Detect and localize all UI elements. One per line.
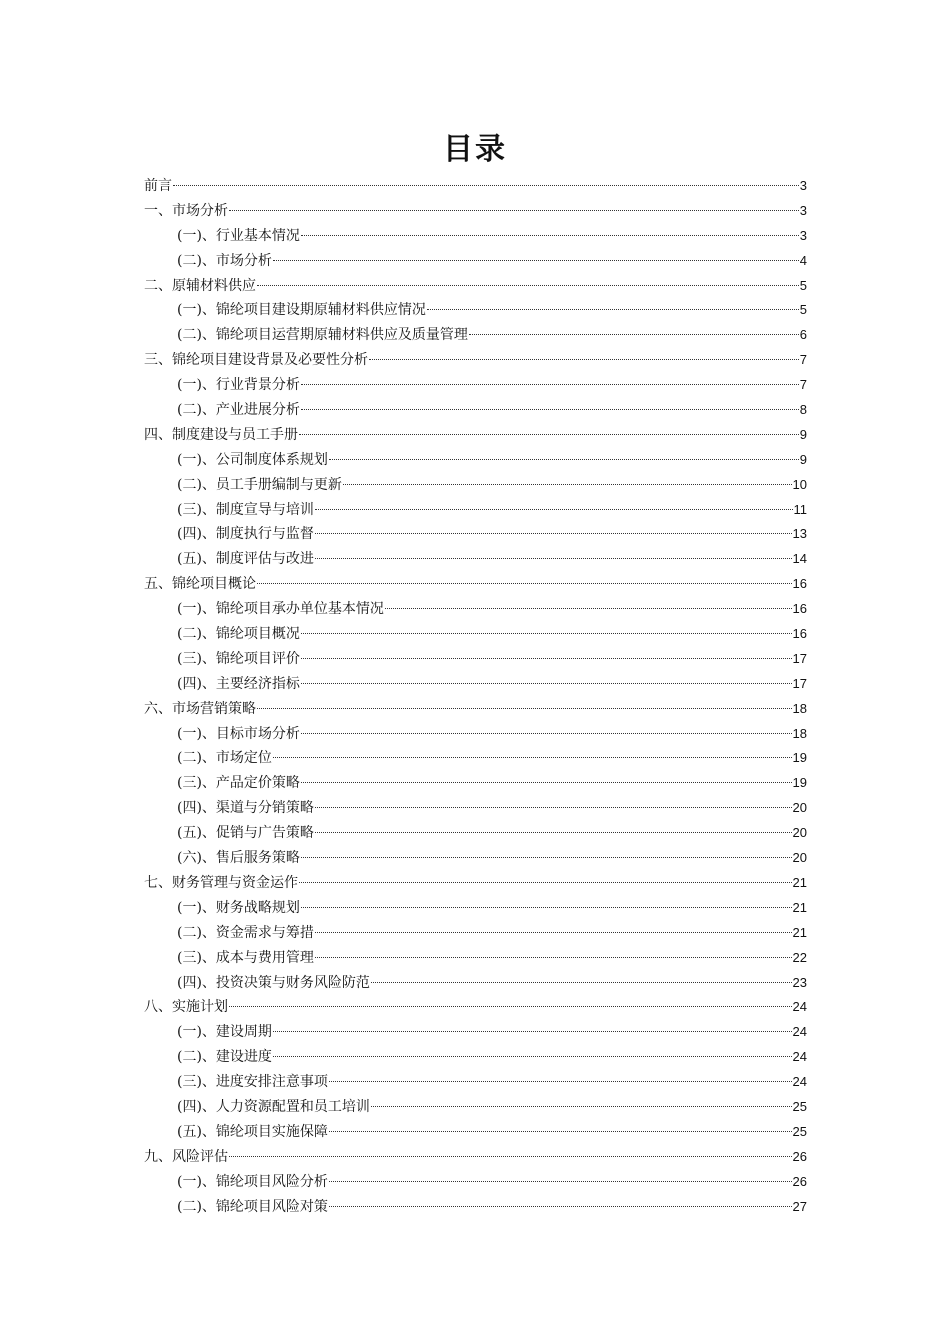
toc-entry-title: (五)、锦纶项目实施保障 bbox=[177, 1123, 328, 1140]
toc-entry-section[interactable] bbox=[144, 746, 807, 771]
toc-dot-leader bbox=[301, 633, 792, 634]
toc-dot-leader bbox=[385, 608, 792, 609]
toc-dot-leader bbox=[301, 733, 792, 734]
toc-page-number: 16 bbox=[792, 601, 807, 617]
toc-page-number: 3 bbox=[799, 227, 807, 243]
toc-entry-section[interactable] bbox=[144, 448, 807, 473]
toc-page-number: 24 bbox=[792, 1024, 807, 1040]
toc-page-number: 20 bbox=[792, 825, 807, 841]
toc-dot-leader bbox=[301, 235, 799, 236]
toc-page-number: 18 bbox=[792, 725, 807, 741]
toc-entry-section[interactable] bbox=[144, 473, 807, 498]
toc-dot-leader bbox=[315, 932, 792, 933]
toc-entry-title: (三)、制度宣导与培训 bbox=[177, 501, 314, 518]
toc-page-number: 16 bbox=[792, 576, 807, 592]
toc-dot-leader bbox=[229, 1156, 792, 1157]
toc-entry-chapter[interactable] bbox=[144, 423, 807, 448]
toc-entry-title: (一)、财务战略规划 bbox=[177, 899, 300, 916]
toc-entry-section[interactable] bbox=[144, 224, 807, 249]
toc-title: 目录 bbox=[443, 132, 507, 167]
toc-page-number: 6 bbox=[799, 327, 807, 343]
toc-dot-leader bbox=[273, 1031, 792, 1032]
toc-entry-title: 四、制度建设与员工手册 bbox=[144, 426, 298, 443]
toc-page-number: 3 bbox=[799, 202, 807, 218]
toc-entry-section[interactable] bbox=[144, 298, 807, 323]
toc-page-number: 9 bbox=[799, 451, 807, 467]
toc-entry-title: (二)、市场分析 bbox=[177, 252, 272, 269]
toc-page-number: 25 bbox=[792, 1123, 807, 1139]
toc-page-number: 26 bbox=[792, 1173, 807, 1189]
toc-entry-title: (三)、成本与费用管理 bbox=[177, 949, 314, 966]
toc-dot-leader bbox=[301, 409, 799, 410]
toc-page-number: 7 bbox=[799, 377, 807, 393]
toc-dot-leader bbox=[301, 683, 792, 684]
toc-dot-leader bbox=[273, 757, 792, 758]
toc-entry-title: (四)、主要经济指标 bbox=[177, 675, 300, 692]
toc-entry-section[interactable] bbox=[144, 249, 807, 274]
toc-dot-leader bbox=[315, 957, 792, 958]
toc-page-number: 5 bbox=[799, 302, 807, 318]
toc-entry-title: (三)、进度安排注意事项 bbox=[177, 1074, 328, 1091]
toc-page-number: 23 bbox=[792, 974, 807, 990]
toc-entry-section[interactable] bbox=[144, 398, 807, 423]
toc-entry-title: (一)、锦纶项目建设期原辅材料供应情况 bbox=[177, 302, 426, 319]
toc-entry-title: (二)、员工手册编制与更新 bbox=[177, 476, 342, 493]
toc-page-number: 14 bbox=[792, 551, 807, 567]
toc-entry-chapter[interactable] bbox=[144, 995, 807, 1020]
toc-dot-leader bbox=[257, 708, 792, 709]
toc-entry-title: (六)、售后服务策略 bbox=[177, 850, 300, 867]
toc-entry-section[interactable] bbox=[144, 498, 807, 523]
toc-page-number: 24 bbox=[792, 999, 807, 1015]
toc-dot-leader bbox=[301, 782, 792, 783]
toc-page-number: 20 bbox=[792, 800, 807, 816]
toc-page-number: 24 bbox=[792, 1074, 807, 1090]
toc-page-number: 19 bbox=[792, 750, 807, 766]
toc-entry-section[interactable] bbox=[144, 971, 807, 996]
toc-entry-title: (三)、锦纶项目评价 bbox=[177, 650, 300, 667]
toc-entry-chapter[interactable] bbox=[144, 348, 807, 373]
toc-page-number: 4 bbox=[799, 252, 807, 268]
toc-dot-leader bbox=[315, 533, 792, 534]
toc-entry-section[interactable] bbox=[144, 796, 807, 821]
toc-entry-title: 九、风险评估 bbox=[144, 1148, 228, 1165]
toc-dot-leader bbox=[371, 1106, 792, 1107]
toc-entry-title: (四)、渠道与分销策略 bbox=[177, 800, 314, 817]
toc-entry-section[interactable] bbox=[144, 821, 807, 846]
toc-entry-title: (四)、制度执行与监督 bbox=[177, 526, 314, 543]
toc-entry-title: (三)、产品定价策略 bbox=[177, 775, 300, 792]
toc-entry-title: 七、财务管理与资金运作 bbox=[144, 874, 298, 891]
toc-page-number: 9 bbox=[799, 426, 807, 442]
toc-page-number: 11 bbox=[793, 501, 807, 517]
toc-page-number: 8 bbox=[799, 402, 807, 418]
toc-entry-title: 三、锦纶项目建设背景及必要性分析 bbox=[144, 352, 368, 369]
toc-entry-section[interactable] bbox=[144, 921, 807, 946]
toc-entry-section[interactable] bbox=[144, 672, 807, 697]
toc-entry-title: 六、市场营销策略 bbox=[144, 700, 256, 717]
toc-entry-section[interactable] bbox=[144, 722, 807, 747]
toc-dot-leader bbox=[329, 459, 799, 460]
toc-entry-title: 二、原辅材料供应 bbox=[144, 277, 256, 294]
toc-entry-title: 一、市场分析 bbox=[144, 202, 228, 219]
toc-entry-section[interactable] bbox=[144, 1045, 807, 1070]
toc-entry-chapter[interactable] bbox=[144, 174, 807, 199]
toc-page-number: 25 bbox=[792, 1098, 807, 1114]
toc-entry-title: 五、锦纶项目概论 bbox=[144, 576, 256, 593]
toc-dot-leader bbox=[427, 309, 799, 310]
toc-page-number: 20 bbox=[792, 850, 807, 866]
toc-dot-leader bbox=[315, 558, 792, 559]
toc-dot-leader bbox=[315, 807, 792, 808]
toc-entry-title: (一)、锦纶项目承办单位基本情况 bbox=[177, 601, 384, 618]
toc-page-number: 24 bbox=[792, 1049, 807, 1065]
toc-entry-section[interactable] bbox=[144, 547, 807, 572]
toc-entry-section[interactable] bbox=[144, 846, 807, 871]
toc-page-number: 21 bbox=[792, 924, 807, 940]
toc-entry-title: 八、实施计划 bbox=[144, 999, 228, 1016]
toc-entry-section[interactable] bbox=[144, 1095, 807, 1120]
toc-dot-leader bbox=[273, 1056, 792, 1057]
toc-entry-section[interactable] bbox=[144, 1070, 807, 1095]
toc-entry-title: (二)、锦纶项目运营期原辅材料供应及质量管理 bbox=[177, 327, 468, 344]
toc-page-number: 5 bbox=[799, 277, 807, 293]
toc-entry-chapter[interactable] bbox=[144, 1145, 807, 1170]
toc-dot-leader bbox=[257, 285, 799, 286]
toc-page-number: 10 bbox=[792, 476, 807, 492]
toc-dot-leader bbox=[301, 907, 792, 908]
toc-page-number: 27 bbox=[792, 1198, 807, 1214]
toc-entry-chapter[interactable] bbox=[144, 697, 807, 722]
toc-dot-leader bbox=[469, 334, 799, 335]
toc-dot-leader bbox=[301, 857, 792, 858]
toc-entry-title: (一)、锦纶项目风险分析 bbox=[177, 1173, 328, 1190]
toc-dot-leader bbox=[257, 583, 792, 584]
toc-entry-section[interactable] bbox=[144, 1170, 807, 1195]
toc-entry-section[interactable] bbox=[144, 1120, 807, 1145]
toc-dot-leader bbox=[329, 1131, 792, 1132]
toc-entry-title: (四)、人力资源配置和员工培训 bbox=[177, 1098, 370, 1115]
toc-dot-leader bbox=[329, 1181, 792, 1182]
toc-dot-leader bbox=[315, 832, 792, 833]
toc-entry-section[interactable] bbox=[144, 771, 807, 796]
toc-page-number: 22 bbox=[792, 949, 807, 965]
toc-entry-title: (二)、产业进展分析 bbox=[177, 402, 300, 419]
toc-page-number: 19 bbox=[792, 775, 807, 791]
toc-entry-title: (二)、锦纶项目概况 bbox=[177, 626, 300, 643]
toc-dot-leader bbox=[229, 210, 799, 211]
toc-page-number: 7 bbox=[799, 352, 807, 368]
toc-entry-title: (二)、市场定位 bbox=[177, 750, 272, 767]
toc-page-number: 21 bbox=[792, 874, 807, 890]
toc-page-number: 17 bbox=[792, 650, 807, 666]
toc-page-number: 13 bbox=[792, 526, 807, 542]
toc-entry-section[interactable] bbox=[144, 647, 807, 672]
toc-entry-section[interactable] bbox=[144, 1020, 807, 1045]
toc-dot-leader bbox=[315, 509, 793, 510]
toc-entry-title: (一)、公司制度体系规划 bbox=[177, 451, 328, 468]
toc-page-number: 3 bbox=[799, 178, 807, 193]
toc-page-number: 18 bbox=[792, 700, 807, 716]
toc-dot-leader bbox=[273, 260, 799, 261]
toc-entry-chapter[interactable] bbox=[144, 572, 807, 597]
toc-dot-leader bbox=[329, 1206, 792, 1207]
toc-entry-chapter[interactable] bbox=[144, 871, 807, 896]
toc-dot-leader bbox=[299, 882, 792, 883]
toc-dot-leader bbox=[329, 1081, 792, 1082]
toc-entry-section[interactable] bbox=[144, 622, 807, 647]
toc-entry-section[interactable] bbox=[144, 946, 807, 971]
toc-entry-title: (五)、制度评估与改进 bbox=[177, 551, 314, 568]
toc-entry-section[interactable] bbox=[144, 323, 807, 348]
toc-page-number: 21 bbox=[792, 899, 807, 915]
toc-dot-leader bbox=[173, 185, 799, 186]
toc-entry-chapter[interactable] bbox=[144, 199, 807, 224]
toc-page-number: 16 bbox=[792, 626, 807, 642]
toc-entry-section[interactable] bbox=[144, 373, 807, 398]
toc-entry-title: (一)、目标市场分析 bbox=[177, 725, 300, 742]
toc-dot-leader bbox=[371, 982, 792, 983]
toc-list bbox=[144, 174, 807, 1219]
toc-dot-leader bbox=[301, 658, 792, 659]
toc-dot-leader bbox=[229, 1006, 792, 1007]
toc-entry-title: (二)、资金需求与筹措 bbox=[177, 924, 314, 941]
toc-entry-chapter[interactable] bbox=[144, 274, 807, 299]
toc-page-number: 17 bbox=[792, 675, 807, 691]
toc-dot-leader bbox=[343, 484, 792, 485]
toc-entry-title: (二)、锦纶项目风险对策 bbox=[177, 1198, 328, 1215]
toc-dot-leader bbox=[299, 434, 799, 435]
toc-entry-title: (四)、投资决策与财务风险防范 bbox=[177, 974, 370, 991]
toc-dot-leader bbox=[301, 384, 799, 385]
toc-page-number: 26 bbox=[792, 1148, 807, 1164]
toc-entry-section[interactable] bbox=[144, 896, 807, 921]
toc-entry-title: (一)、行业基本情况 bbox=[177, 227, 300, 244]
toc-entry-title: (二)、建设进度 bbox=[177, 1049, 272, 1066]
toc-entry-title: (一)、行业背景分析 bbox=[177, 377, 300, 394]
toc-entry-title: (一)、建设周期 bbox=[177, 1024, 272, 1041]
toc-entry-section[interactable] bbox=[144, 597, 807, 622]
toc-dot-leader bbox=[369, 359, 799, 360]
toc-entry-title: 前言 bbox=[144, 178, 172, 194]
toc-entry-section[interactable] bbox=[144, 1195, 807, 1220]
toc-entry-title: (五)、促销与广告策略 bbox=[177, 825, 314, 842]
toc-entry-section[interactable] bbox=[144, 522, 807, 547]
